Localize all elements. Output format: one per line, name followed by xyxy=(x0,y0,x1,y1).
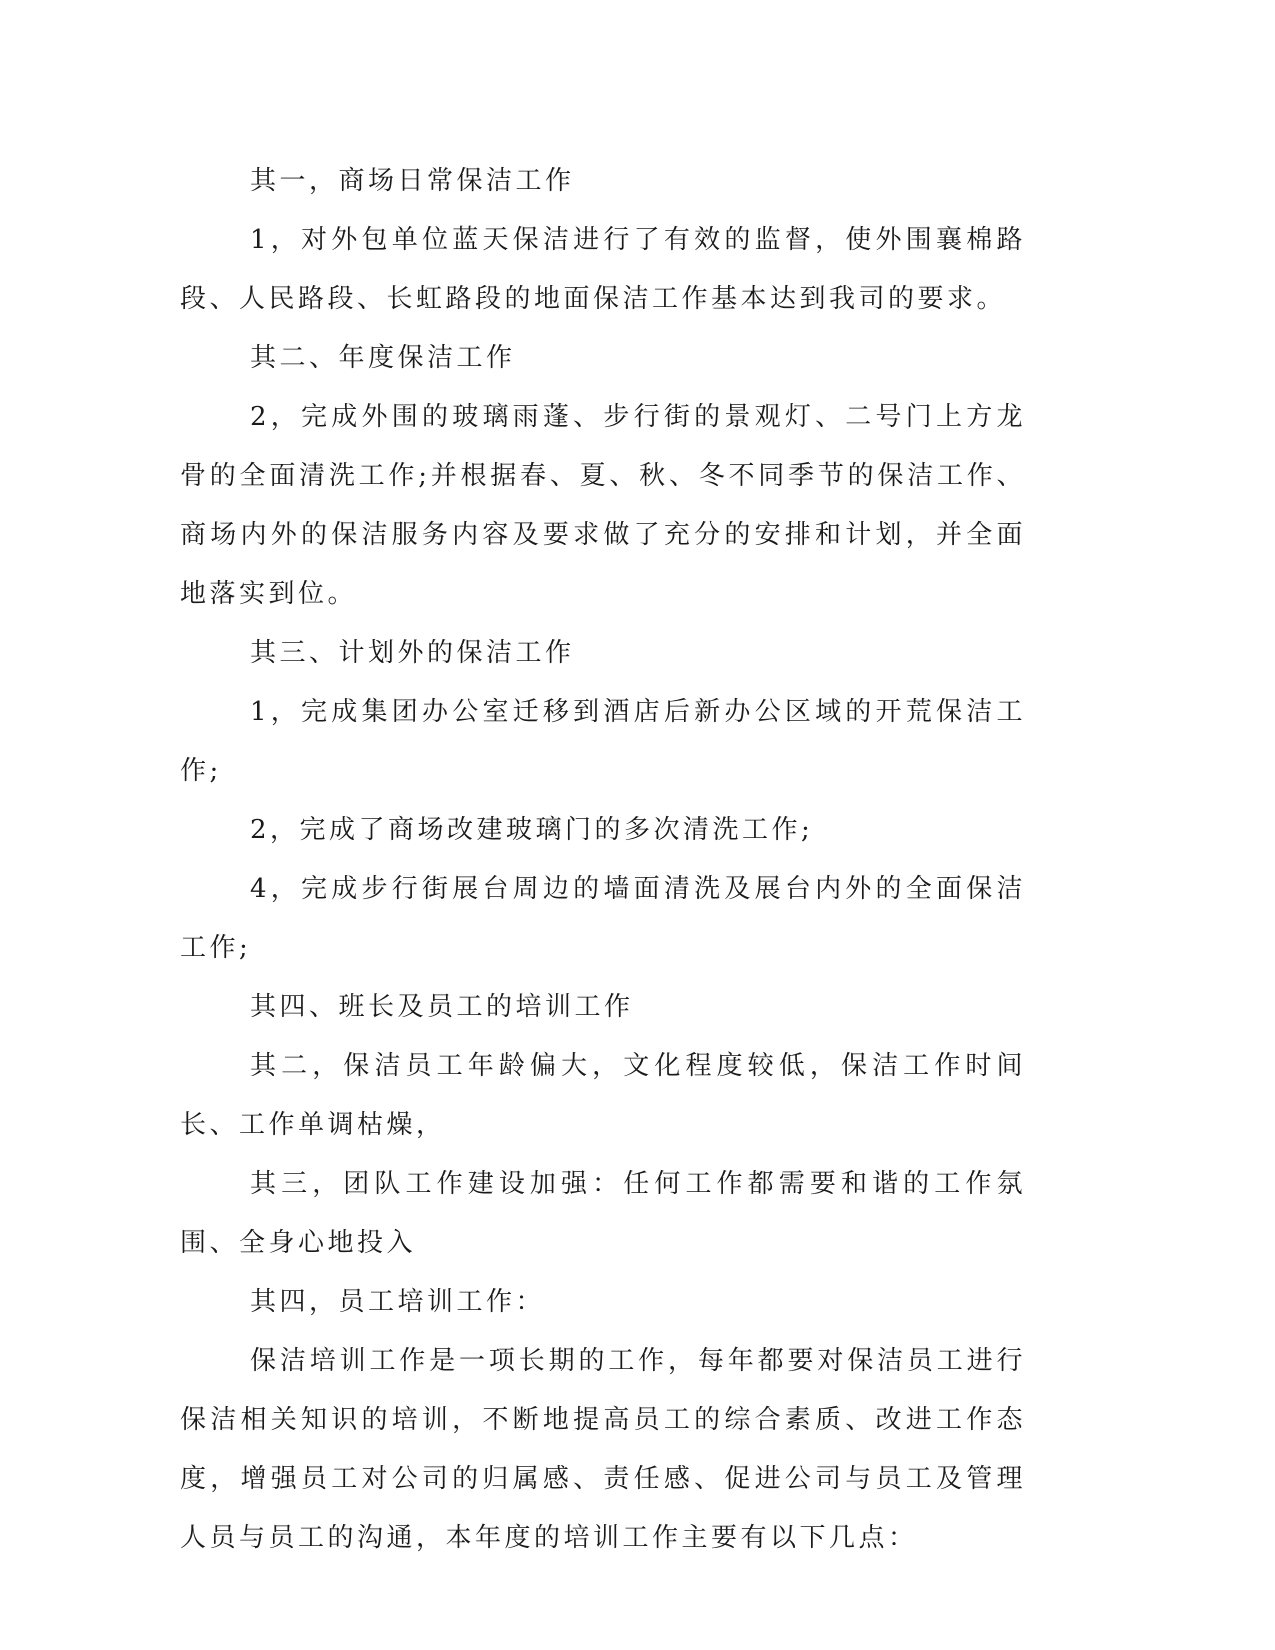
paragraph: 其三，团队工作建设加强：任何工作都需要和谐的工作氛围、全身心地投入 xyxy=(180,1169,1026,1258)
heading-training: 其四、班长及员工的培训工作 xyxy=(250,992,634,1022)
paragraph: 其二，保洁员工年龄偏大，文化程度较低，保洁工作时间长、工作单调枯燥， xyxy=(180,1051,1026,1140)
list-item: 4，完成步行街展台周边的墙面清洗及展台内外的全面保洁工作; xyxy=(180,874,1026,963)
heading-annual-cleaning: 其二、年度保洁工作 xyxy=(250,343,516,373)
list-item: 2，完成了商场改建玻璃门的多次清洗工作; xyxy=(250,815,814,845)
heading-unplanned-cleaning: 其三、计划外的保洁工作 xyxy=(250,638,575,668)
paragraph: 1，对外包单位蓝天保洁进行了有效的监督，使外围襄棉路段、人民路段、长虹路段的地面保洁工作基本达到我司的要求。 xyxy=(180,225,1026,314)
paragraph: 其四，员工培训工作： xyxy=(250,1287,546,1317)
list-item: 1，完成集团办公室迁移到酒店后新办公区域的开荒保洁工作; xyxy=(180,697,1026,786)
heading-daily-cleaning: 其一，商场日常保洁工作 xyxy=(250,166,575,196)
paragraph: 2，完成外围的玻璃雨蓬、步行街的景观灯、二号门上方龙骨的全面清洗工作;并根据春、夏、秋、冬不同季节的保洁工作、商场内外的保洁服务内容及要求做了充分的安排和计划，并全面地落实到位。 xyxy=(180,402,1026,609)
document-body xyxy=(180,152,1026,1568)
paragraph: 保洁培训工作是一项长期的工作，每年都要对保洁员工进行保洁相关知识的培训，不断地提高员工的综合素质、改进工作态度，增强员工对公司的归属感、责任感、促进公司与员工及管理人员与员工的沟通，本年度的培训工作主要有以下几点： xyxy=(180,1346,1026,1553)
